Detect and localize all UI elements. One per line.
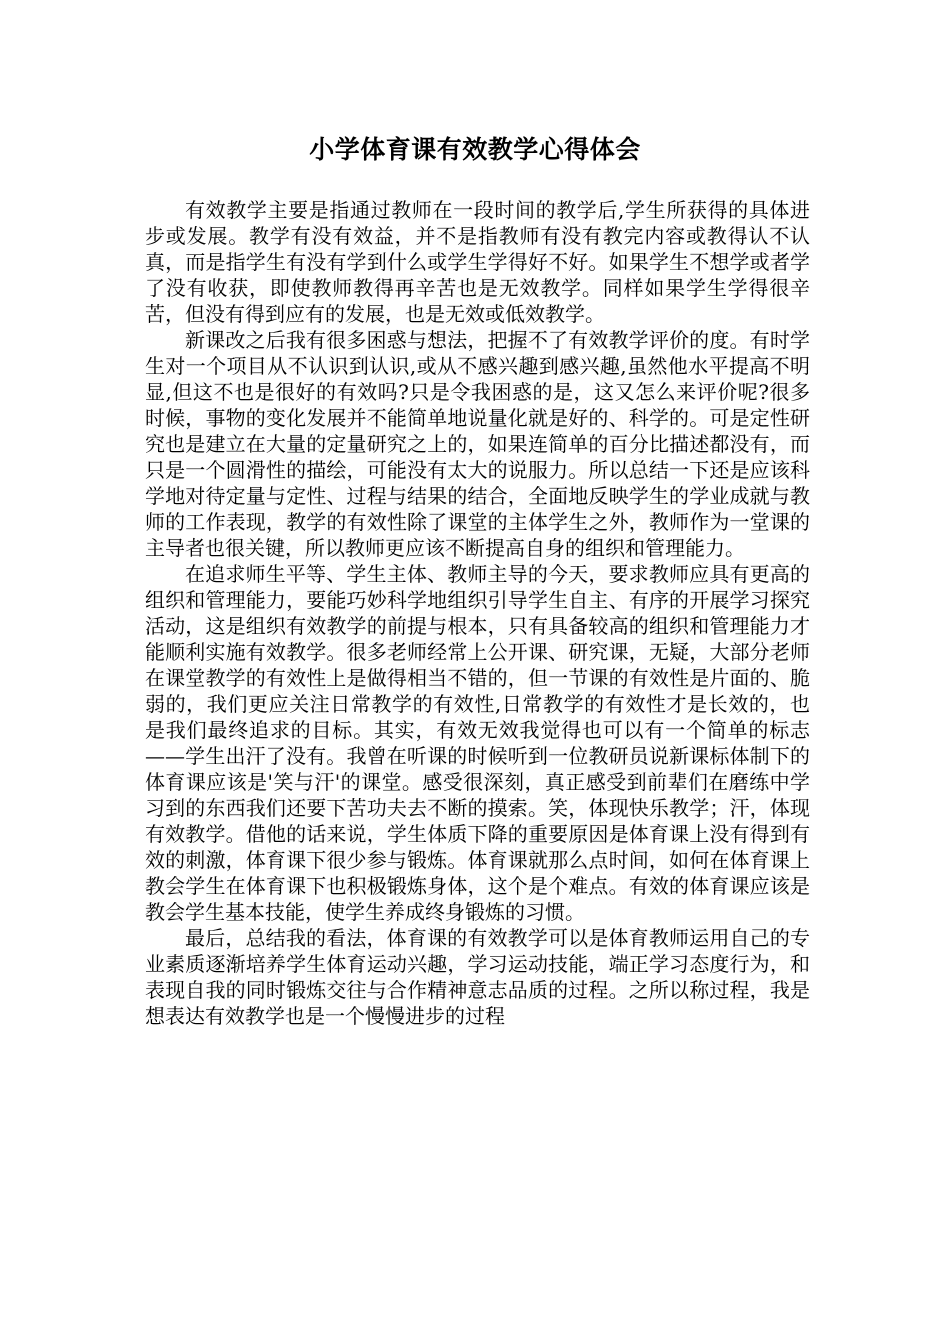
paragraph-4: 最后，总结我的看法，体育课的有效教学可以是体育教师运用自己的专业素质逐渐培养学生体育运动兴趣，学习运动技能，端正学习态度行为，和表现自我的同时锻炼交往与合作精神意志品质的过程。之所以称过程，我是想表达有效教学也是一个慢慢进步的过程: [145, 926, 810, 1028]
paragraph-1: 有效教学主要是指通过教师在一段时间的教学后,学生所获得的具体进步或发展。教学有没有效益，并不是指教师有没有教完内容或教得认不认真，而是指学生有没有学到什么或学生学得好不好。如果学生不想学或者学了没有收获，即使教师教得再辛苦也是无效教学。同样如果学生学得很辛苦，但没有得到应有的发展，也是无效或低效教学。: [145, 198, 810, 326]
document-body: [145, 197, 810, 1029]
document-title: 小学体育课有效教学心得体会: [309, 135, 641, 164]
paragraph-3: 在追求师生平等、学生主体、教师主导的今天，要求教师应具有更高的组织和管理能力，要能巧妙科学地组织引导学生自主、有序的开展学习探究活动，这是组织有效教学的前提与根本，只有具备较高的组织和管理能力才能顺利实施有效教学。很多老师经常上公开课、研究课，无疑，大部分老师在课堂教学的有效性上是做得相当不错的，但一节课的有效性是片面的、脆弱的，我们更应关注日常教学的有效性,日常教学的有效性才是长效的，也是我们最终追求的目标。其实，有效无效我觉得也可以有一个简单的标志——学生出汗了没有。我曾在听课的时候听到一位教研员说新课标体制下的体育课应该是'笑与汗'的课堂。感受很深刻，真正感受到前辈们在磨练中学习到的东西我们还要下苦功夫去不断的摸索。笑，体现快乐教学；汗，体现有效教学。借他的话来说，学生体质下降的重要原因是体育课上没有得到有效的刺激，体育课下很少参与锻炼。体育课就那么点时间，如何在体育课上教会学生在体育课下也积极锻炼身体，这个是个难点。有效的体育课应该是教会学生基本技能，使学生养成终身锻炼的习惯。: [145, 562, 810, 924]
paragraph-2: 新课改之后我有很多困惑与想法，把握不了有效教学评价的度。有时学生对一个项目从不认识到认识,或从不感兴趣到感兴趣,虽然他水平提高不明显,但这不也是很好的有效吗?只是令我困惑的是，这又怎么来评价呢?很多时候，事物的变化发展并不能简单地说量化就是好的、科学的。可是定性研究也是建立在大量的定量研究之上的，如果连简单的百分比描述都没有，而只是一个圆滑性的描绘，可能没有太大的说服力。所以总结一下还是应该科学地对待定量与定性、过程与结果的结合，全面地反映学生的学业成就与教师的工作表现，教学的有效性除了课堂的主体学生之外，教师作为一堂课的主导者也很关键，所以教师更应该不断提高自身的组织和管理能力。: [145, 328, 810, 560]
